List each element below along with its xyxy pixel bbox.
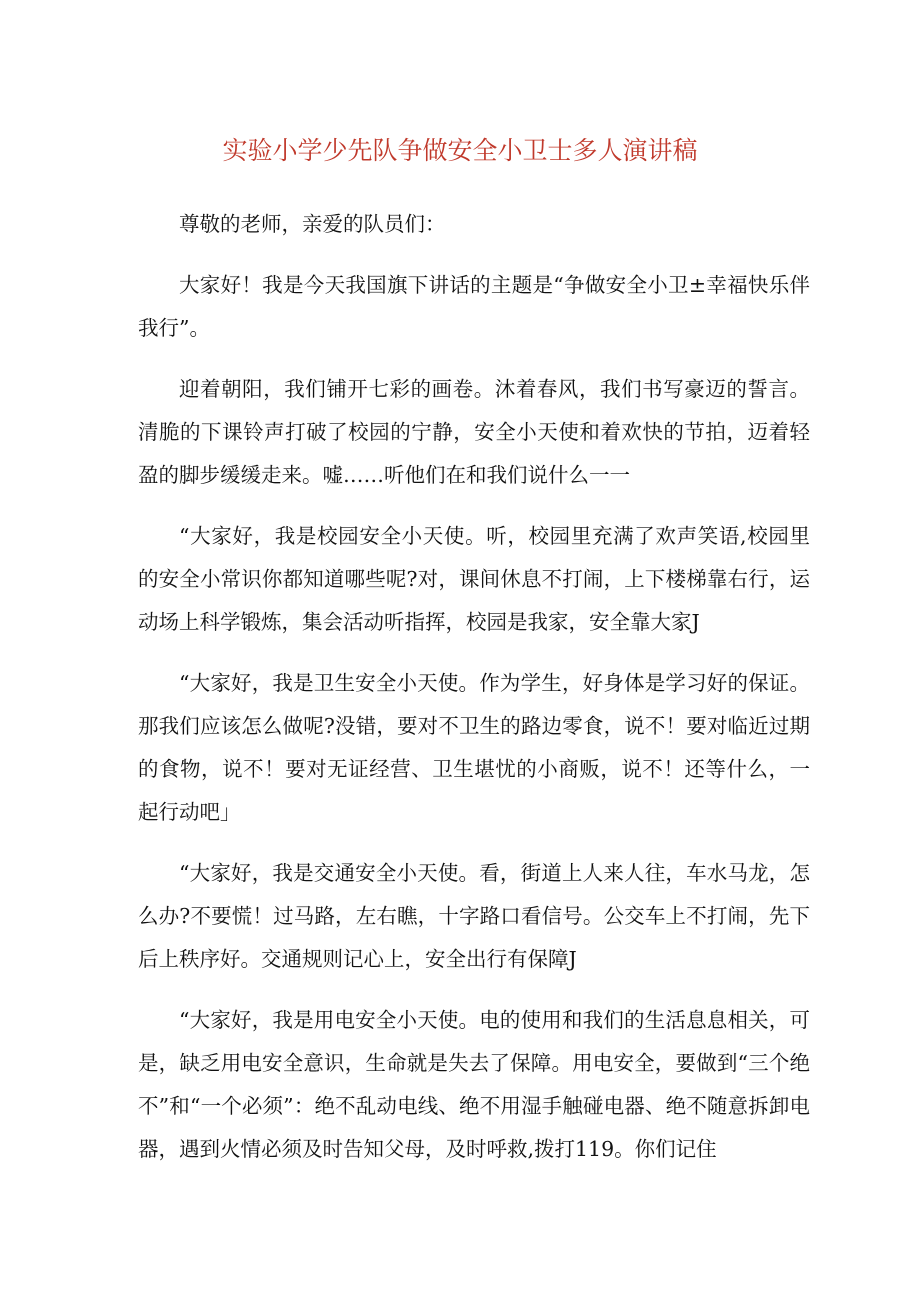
paragraph-opening: 大家好！我是今天我国旗下讲话的主题是“争做安全小卫±幸福快乐伴我行”。 (138, 273, 810, 340)
document-title: 实验小学少先队争做安全小卫士多人演讲稿 (222, 136, 698, 165)
paragraph-electric-safety: “大家好，我是用电安全小天使。电的使用和我们的生活息息相关，可是，缺乏用电安全意识，生命就是失去了保障。用电安全，要做到“三个绝不”和“一个必须”：绝不乱动电线、绝不用湿手触碰电器、绝不随意拆卸电器，遇到火情必须及时告知父母，及时呼救,拨打119。你们记住 (138, 1008, 810, 1161)
paragraph-traffic-safety: “大家好，我是交通安全小天使。看，街道上人来人往，车水马龙，怎么办?不要慌！过马路，左右瞧，十字路口看信号。公交车上不打闹，先下后上秩序好。交通规则记心上，安全出行有保障J (138, 861, 810, 971)
document-body (138, 203, 810, 1189)
paragraph-intro: 迎着朝阳，我们铺开七彩的画卷。沐着春风，我们书写豪迈的誓言。清脆的下课铃声打破了校园的宁静，安全小天使和着欢快的节拍，迈着轻盈的脚步缓缓走来。嘘……听他们在和我们说什么一一 (138, 377, 810, 487)
paragraph-hygiene-safety: “大家好，我是卫生安全小天使。作为学生，好身体是学习好的保证。那我们应该怎么做呢?没错，要对不卫生的路边零食，说不！要对临近过期的食物，说不！要对无证经营、卫生堪忧的小商贩，说不！还等什么，一起行动吧」 (138, 671, 810, 824)
paragraph-greeting: 尊敬的老师，亲爱的队员们： (179, 212, 446, 236)
paragraph-campus-safety: “大家好，我是校园安全小天使。听，校园里充满了欢声笑语,校园里的安全小常识你都知道哪些呢?对，课间休息不打闹，上下楼梯靠右行，运动场上科学锻炼，集会活动听指挥，校园是我家，安全靠大家J (138, 524, 810, 634)
